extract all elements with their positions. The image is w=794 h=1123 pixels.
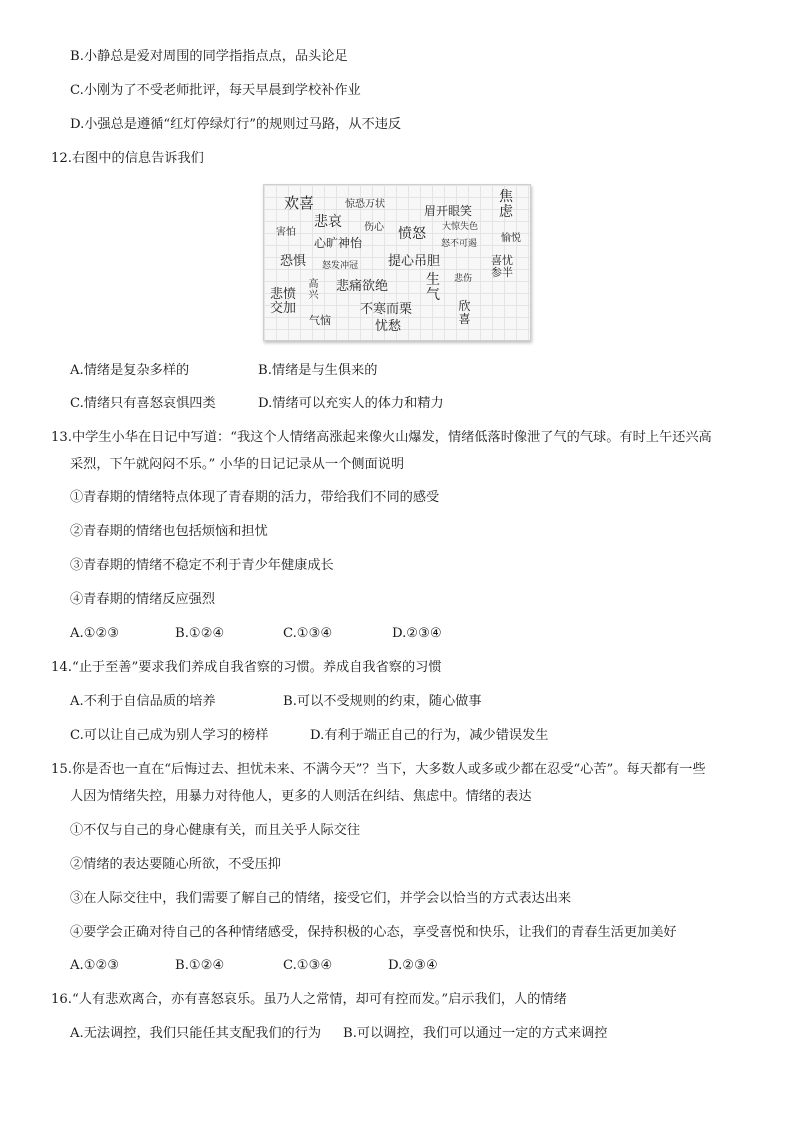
cloud-word: 焦虑 (499, 189, 513, 220)
question-13-stem-cont: 采烈，下午就闷闷不乐。” 小华的日记记录从一个侧面说明 (70, 457, 405, 472)
emotion-word-cloud (263, 184, 531, 341)
question-14-stem: 14.“止于至善”要求我们养成自我省察的习惯。养成自我省察的习惯 (51, 660, 442, 675)
option-11b: B.小静总是爱对周围的同学指指点点，品头论足 (70, 49, 348, 64)
option-13a: A.①②③ (70, 626, 120, 641)
cloud-word: 眉开眼笑 (424, 204, 473, 218)
option-13d: D.②③④ (392, 626, 442, 641)
option-12d: D.情绪可以充实人的体力和精力 (258, 396, 444, 411)
option-12a: A.情绪是复杂多样的 (70, 363, 190, 378)
cloud-word: 悲愤交加 (269, 287, 296, 316)
question-13-stem: 13.中学生小华在日记中写道：“我这个人情绪高涨起来像火山爆发，情绪低落时像泄了气的气球。有时上午还兴高 (51, 430, 712, 445)
cloud-word: 愤怒 (398, 226, 426, 242)
option-15d: D.②③④ (388, 958, 438, 973)
option-14c: C.可以让自己成为别人学习的榜样 (70, 728, 269, 743)
question-12-stem: 12.右图中的信息告诉我们 (51, 151, 204, 166)
cloud-word: 生气 (426, 272, 440, 303)
cloud-word: 高兴 (308, 279, 319, 301)
statement-13-2: ②青春期的情绪也包括烦恼和担忧 (70, 524, 268, 539)
option-11c: C.小刚为了不受老师批评，每天早晨到学校补作业 (70, 83, 361, 98)
cloud-word: 伤心 (364, 222, 384, 233)
option-15b: B.①②④ (175, 958, 225, 973)
statement-15-2: ②情绪的表达要随心所欲，不受压抑 (70, 857, 281, 872)
cloud-word: 喜忧参半 (491, 254, 513, 279)
statement-15-1: ①不仅与自己的身心健康有关，而且关乎人际交往 (70, 823, 361, 838)
cloud-word: 怒不可遏 (441, 239, 478, 249)
cloud-word: 悲伤 (454, 274, 473, 284)
option-12c: C.情绪只有喜怒哀惧四类 (70, 396, 216, 411)
option-11d: D.小强总是遵循“红灯停绿灯行”的规则过马路，从不违反 (70, 117, 402, 132)
cloud-word: 忧愁 (375, 319, 402, 334)
cloud-word: 怒发冲冠 (322, 261, 359, 271)
cloud-word: 气恼 (309, 314, 331, 327)
cloud-word: 大惊失色 (442, 222, 479, 232)
statement-13-3: ③青春期的情绪不稳定不利于青少年健康成长 (70, 558, 334, 573)
cloud-word: 欢喜 (284, 194, 315, 212)
cloud-word: 不寒而栗 (360, 302, 413, 317)
cloud-word: 恐惧 (280, 254, 307, 269)
question-16-stem: 16.“人有悲欢离合，亦有喜怒哀乐。虽乃人之常情，却可有控而发。”启示我们，人的情绪 (51, 992, 567, 1007)
question-15-stem-cont: 人因为情绪失控，用暴力对待他人，更多的人则活在纠结、焦虑中。情绪的表达 (70, 789, 532, 804)
option-14b: B.可以不受规则的约束，随心做事 (283, 694, 482, 709)
cloud-word: 悲痛欲绝 (336, 279, 389, 294)
statement-13-1: ①青春期的情绪特点体现了青春期的活力，带给我们不同的感受 (70, 490, 440, 505)
option-13b: B.①②④ (175, 626, 225, 641)
option-14d: D.有利于端正自己的行为，减少错误发生 (310, 728, 549, 743)
cloud-word: 愉悦 (501, 233, 521, 244)
option-14a: A.不利于自信品质的培养 (70, 694, 216, 709)
option-13c: C.①③④ (283, 626, 333, 641)
statement-15-3: ③在人际交往中，我们需要了解自己的情绪，接受它们，并学会以恰当的方式表达出来 (70, 891, 572, 906)
option-16a: A.无法调控，我们只能任其支配我们的行为 (70, 1026, 322, 1041)
cloud-word: 欣喜 (458, 299, 471, 326)
question-15-stem: 15.你是否也一直在“后悔过去、担忧未来、不满今天”？当下，大多数人或多或少都在忍受“心苦”。每天都有一些 (51, 762, 706, 777)
statement-13-4: ④青春期的情绪反应强烈 (70, 592, 216, 607)
statement-15-4: ④要学会正确对待自己的各种情绪感受，保持积极的心态，享受喜悦和快乐，让我们的青春生活更加美好 (70, 925, 677, 940)
cloud-word: 惊恐万状 (345, 199, 385, 210)
cloud-word: 害怕 (276, 227, 296, 238)
option-12b: B.情绪是与生俱来的 (258, 363, 378, 378)
cloud-word: 提心吊胆 (388, 254, 441, 269)
cloud-word: 心旷神怡 (314, 236, 363, 250)
cloud-word: 悲哀 (314, 214, 342, 230)
option-16b: B.可以调控，我们可以通过一定的方式来调控 (343, 1026, 608, 1041)
option-15c: C.①③④ (283, 958, 333, 973)
option-15a: A.①②③ (70, 958, 120, 973)
